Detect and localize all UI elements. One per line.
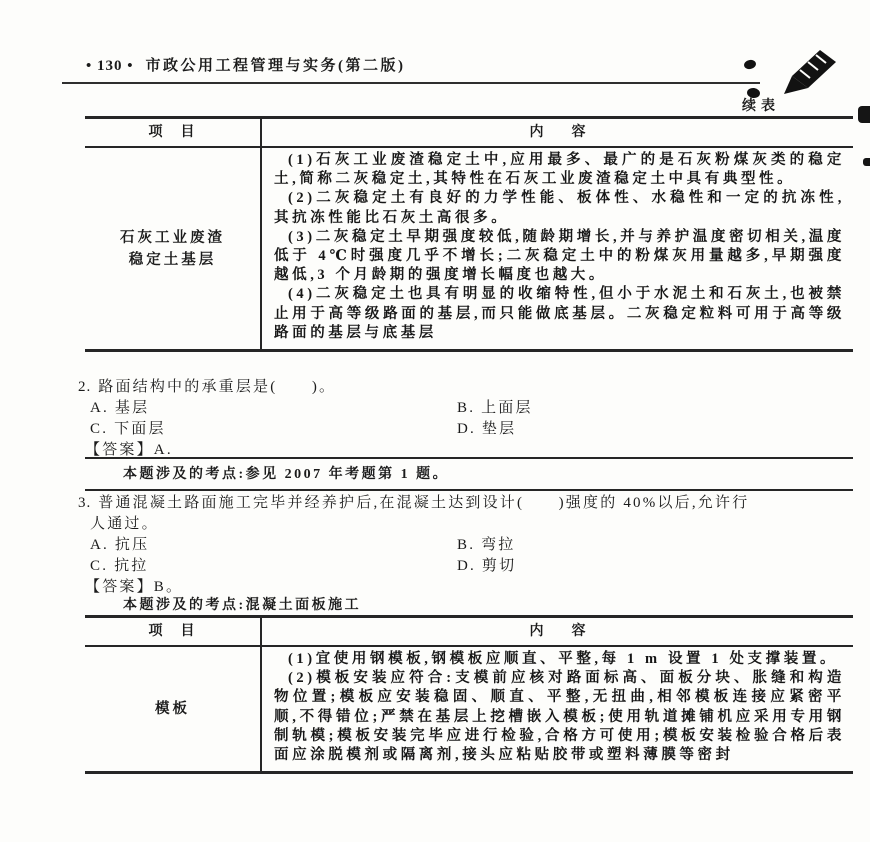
option-d: D. 垫层: [457, 421, 517, 437]
content-paragraph: (2)二灰稳定土有良好的力学性能、板体性、水稳性和一定的抗冻性,其抗冻性能比石灰土高很多。: [274, 190, 845, 226]
content-paragraph: (1)石灰工业废渣稳定土中,应用最多、最广的是石灰粉煤灰类的稳定土,简称二灰稳定土,其特性在石灰工业废渣稳定土中具有典型性。: [274, 152, 845, 188]
page-number: • 130 •: [86, 58, 134, 74]
table-lime-waste-stabilized-soil: [85, 116, 853, 352]
content-paragraph: (2)模板安装应符合:支模前应核对路面标高、面板分块、胀缝和构造物位置;模板应安装稳固、顺直、平整,无扭曲,相邻模板连接应紧密平顺,不得错位;严禁在基层上挖槽嵌入模板;使用轨道摊铺机应采用专用钢制轨模;模板安装完毕应进行检验,合格方可使用;模板安装检验合格后表面应涂脱模剂或隔离剂,接头应粘贴胶带或塑料薄膜等密封: [274, 670, 845, 764]
answer-label: 【答案】A.: [85, 442, 173, 458]
table-formwork: [85, 615, 853, 774]
exam-point-note-3: 本题涉及的考点:混凝土面板施工: [123, 598, 362, 613]
option-a: A. 抗压: [90, 537, 150, 553]
option-list: [90, 535, 848, 577]
question-stem-text: 人通过。: [90, 516, 159, 532]
content-paragraph: (3)二灰稳定土早期强度较低,随龄期增长,并与养护温度密切相关,温度低于 4℃时强度几乎不增长;二灰稳定土中的粉煤灰用量越多,早期强度越低,3 个月龄期的强度增长幅度也越大。: [274, 228, 845, 284]
option-list: [90, 398, 848, 440]
table-header-row: [85, 119, 853, 148]
question-number: 3.: [78, 495, 92, 511]
row-label-line: 石灰工业废渣: [120, 229, 225, 246]
row-label-line: 模板: [155, 701, 190, 718]
row-label-cell: [85, 148, 262, 349]
row-content-cell: [262, 647, 853, 771]
table-header-row: [85, 618, 853, 647]
option-b: B. 上面层: [457, 400, 533, 416]
page-header: [62, 54, 760, 84]
row-label-cell: [85, 647, 262, 771]
book-title: 市政公用工程管理与实务(第二版): [145, 58, 406, 74]
continued-table-label: 续表: [742, 99, 780, 114]
option-c: C. 抗拉: [90, 558, 149, 574]
ink-dot-icon: [743, 59, 757, 70]
question-stem-text: 普通混凝土路面施工完毕并经养护后,在混凝土达到设计( )强度的 40%以后,允许行: [98, 495, 750, 511]
question-stem: [62, 377, 848, 398]
row-content-cell: [262, 148, 853, 349]
question-3: [62, 493, 848, 598]
scan-artifact: [863, 158, 870, 166]
option-d: D. 剪切: [457, 558, 517, 574]
content-paragraph: (4)二灰稳定土也具有明显的收缩特性,但小于水泥土和石灰土,也被禁止用于高等级路面的基层,而只能做底基层。二灰稳定粒料可用于高等级路面的基层与底基层: [274, 286, 845, 341]
question-stem: [62, 493, 848, 535]
option-c: C. 下面层: [90, 421, 166, 437]
column-header-content: 内 容: [529, 125, 586, 140]
answer-label: 【答案】B。: [85, 579, 184, 595]
scan-artifact: [858, 106, 870, 123]
option-b: B. 弯拉: [457, 537, 516, 553]
column-header-item: 项 目: [85, 618, 262, 645]
column-header-item: 项 目: [85, 119, 262, 146]
content-paragraph: (1)宜使用钢模板,钢模板应顺直、平整,每 1 m 设置 1 处支撑装置。: [288, 651, 839, 667]
question-2: [62, 377, 848, 461]
question-stem-text: 路面结构中的承重层是( )。: [98, 379, 337, 395]
row-label-line: 稳定土基层: [128, 251, 217, 268]
table-row: [85, 647, 853, 771]
column-header-content: 内 容: [529, 624, 586, 639]
exam-point-note-2: 本题涉及的考点:参见 2007 年考题第 1 题。: [85, 457, 853, 491]
option-a: A. 基层: [90, 400, 150, 416]
question-number: 2.: [78, 379, 92, 395]
table-row: [85, 148, 853, 349]
